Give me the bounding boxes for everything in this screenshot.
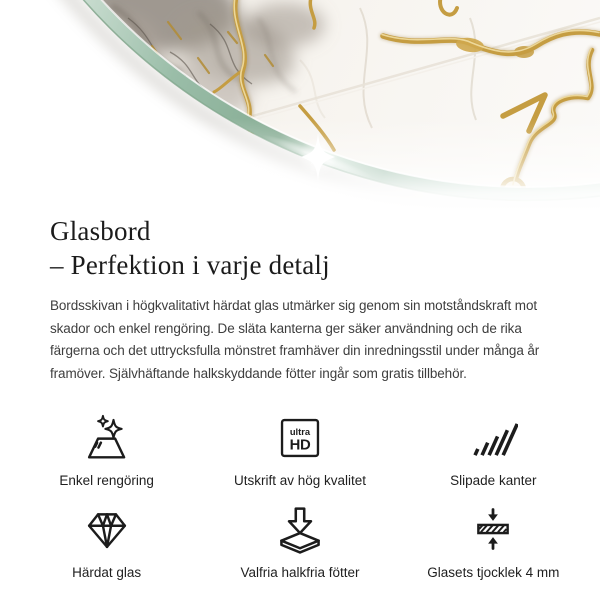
page-title xyxy=(50,214,550,282)
hero-product-image xyxy=(0,0,600,212)
feature-label: Slipade kanter xyxy=(450,473,537,488)
ultra-hd-icon xyxy=(275,409,325,463)
title-line-1: Glasbord xyxy=(50,216,151,246)
beveled-edge-icon xyxy=(468,409,518,463)
glass-thickness-icon xyxy=(467,501,519,555)
feature-label: Valfria halkfria fötter xyxy=(240,565,360,580)
feature-label: Härdat glas xyxy=(72,565,142,580)
description-section xyxy=(0,214,600,385)
feature-easy-cleaning xyxy=(10,409,203,489)
diamond-icon xyxy=(81,501,133,555)
feature-label: Enkel rengöring xyxy=(59,473,154,488)
svg-text:ultra: ultra xyxy=(289,426,311,437)
feature-grid xyxy=(10,409,590,581)
feature-non-slip-feet xyxy=(203,501,396,581)
feature-ultra-hd-print xyxy=(203,409,396,489)
non-slip-feet-icon xyxy=(273,501,327,555)
svg-text:HD: HD xyxy=(289,437,311,454)
feature-tempered-glass xyxy=(10,501,203,581)
feature-label: Utskrift av hög kvalitet xyxy=(233,473,367,488)
title-line-2: – Perfektion i varje detalj xyxy=(50,250,330,280)
feature-label: Glasets tjocklek 4 mm xyxy=(427,565,560,580)
feature-glass-thickness xyxy=(397,501,590,581)
feature-polished-edges xyxy=(397,409,590,489)
product-description: Bordsskivan i högkvalitativt härdat glas utmärker sig genom sin motståndskraft mot skador och enkel rengöring. De släta kanterna ger säker användning och de rika färgerna och det uttrycksfulla mönstret framhäver din inredningsstil under många år framöver. Självhäftande halkskyddande fötter ingår som gratis tillbehör. xyxy=(50,298,540,381)
sparkle-clean-icon xyxy=(81,409,133,463)
